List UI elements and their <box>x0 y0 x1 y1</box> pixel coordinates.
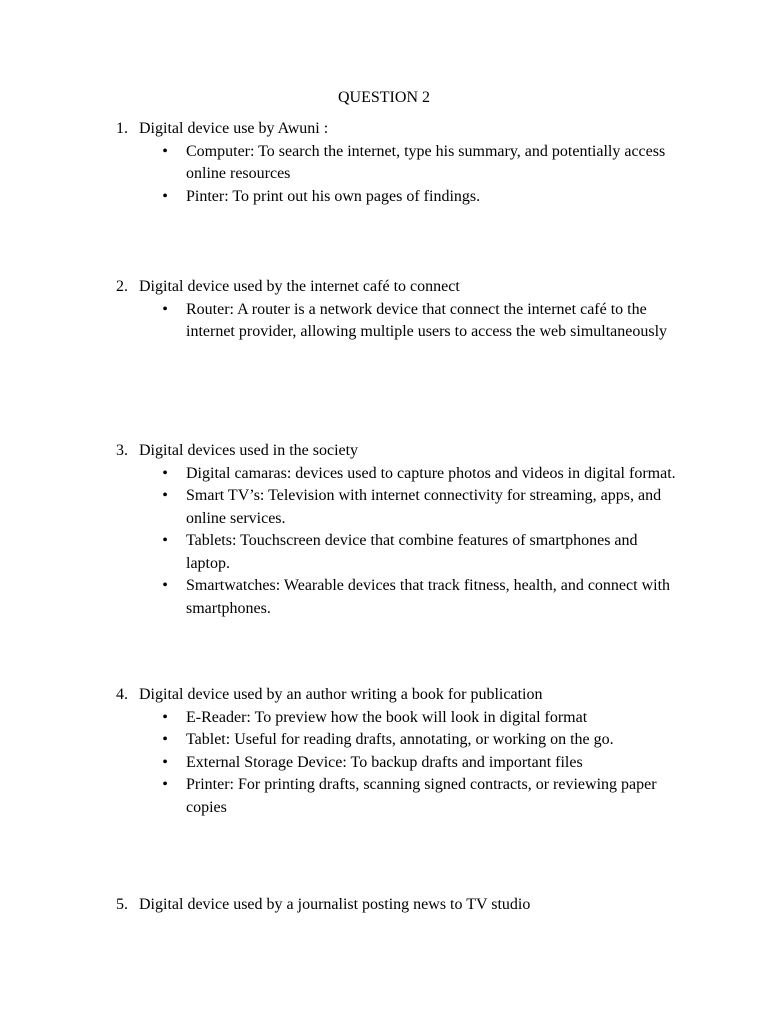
question-number: 3. <box>116 442 128 459</box>
bullet-icon: • <box>162 776 168 793</box>
list-item-text: Tablet: Useful for reading drafts, annotating, or working on the go. <box>186 731 614 748</box>
bullet-list <box>0 299 768 344</box>
bullet-icon: • <box>162 187 168 205</box>
bullet-icon: • <box>162 487 168 504</box>
question-number: 5. <box>116 896 128 913</box>
list-item-text: External Storage Device: To backup drafts and important files <box>186 753 583 771</box>
bullet-icon: • <box>162 753 168 771</box>
list-item <box>0 575 676 620</box>
bullet-list <box>0 707 768 820</box>
question-text: Digital device use by Awuni : <box>139 120 329 137</box>
list-item <box>0 707 676 730</box>
bullet-list <box>0 463 768 621</box>
bullet-icon: • <box>162 300 168 318</box>
question-text: Digital device used by the internet café to connect <box>139 278 460 295</box>
list-item-text: Printer: For printing drafts, scanning signed contracts, or reviewing paper copies <box>186 776 657 816</box>
list-item <box>0 774 676 819</box>
list-item-text: Router: A router is a network device that connect the internet café to the internet provider, allowing multiple users to access the web simultaneously <box>186 300 668 340</box>
list-item <box>0 729 676 752</box>
list-item-text: E-Reader: To preview how the book will look in digital format <box>186 708 588 726</box>
list-item-text: Smartwatches: Wearable devices that track fitness, health, and connect with smartphones. <box>186 577 671 617</box>
list-item <box>0 530 676 575</box>
list-item <box>0 299 676 344</box>
list-item <box>0 485 676 530</box>
list-item <box>0 463 676 486</box>
question-number: 2. <box>116 278 128 295</box>
bullet-list <box>0 141 768 209</box>
page-title: QUESTION 2 <box>338 89 430 106</box>
question-text: Digital device used by a journalist posting news to TV studio <box>139 896 531 913</box>
bullet-icon: • <box>162 708 168 726</box>
bullet-icon: • <box>162 464 168 482</box>
bullet-icon: • <box>162 731 168 748</box>
list-item <box>0 186 676 209</box>
list-item-text: Computer: To search the internet, type his summary, and potentially access online resources <box>186 142 666 182</box>
bullet-icon: • <box>162 142 168 160</box>
bullet-icon: • <box>162 532 168 549</box>
list-item-text: Smart TV’s: Television with internet connectivity for streaming, apps, and online services. <box>186 487 662 527</box>
list-item-text: Tablets: Touchscreen device that combine features of smartphones and laptop. <box>186 532 638 572</box>
list-item <box>0 141 676 186</box>
bullet-icon: • <box>162 577 168 594</box>
question-text: Digital device used by an author writing a book for publication <box>139 686 543 703</box>
list-item <box>0 752 676 775</box>
question-number: 1. <box>116 120 128 137</box>
question-number: 4. <box>116 686 128 703</box>
list-item-text: Pinter: To print out his own pages of findings. <box>186 187 481 205</box>
question-text: Digital devices used in the society <box>139 442 359 459</box>
list-item-text: Digital camaras: devices used to capture photos and videos in digital format. <box>186 464 676 482</box>
